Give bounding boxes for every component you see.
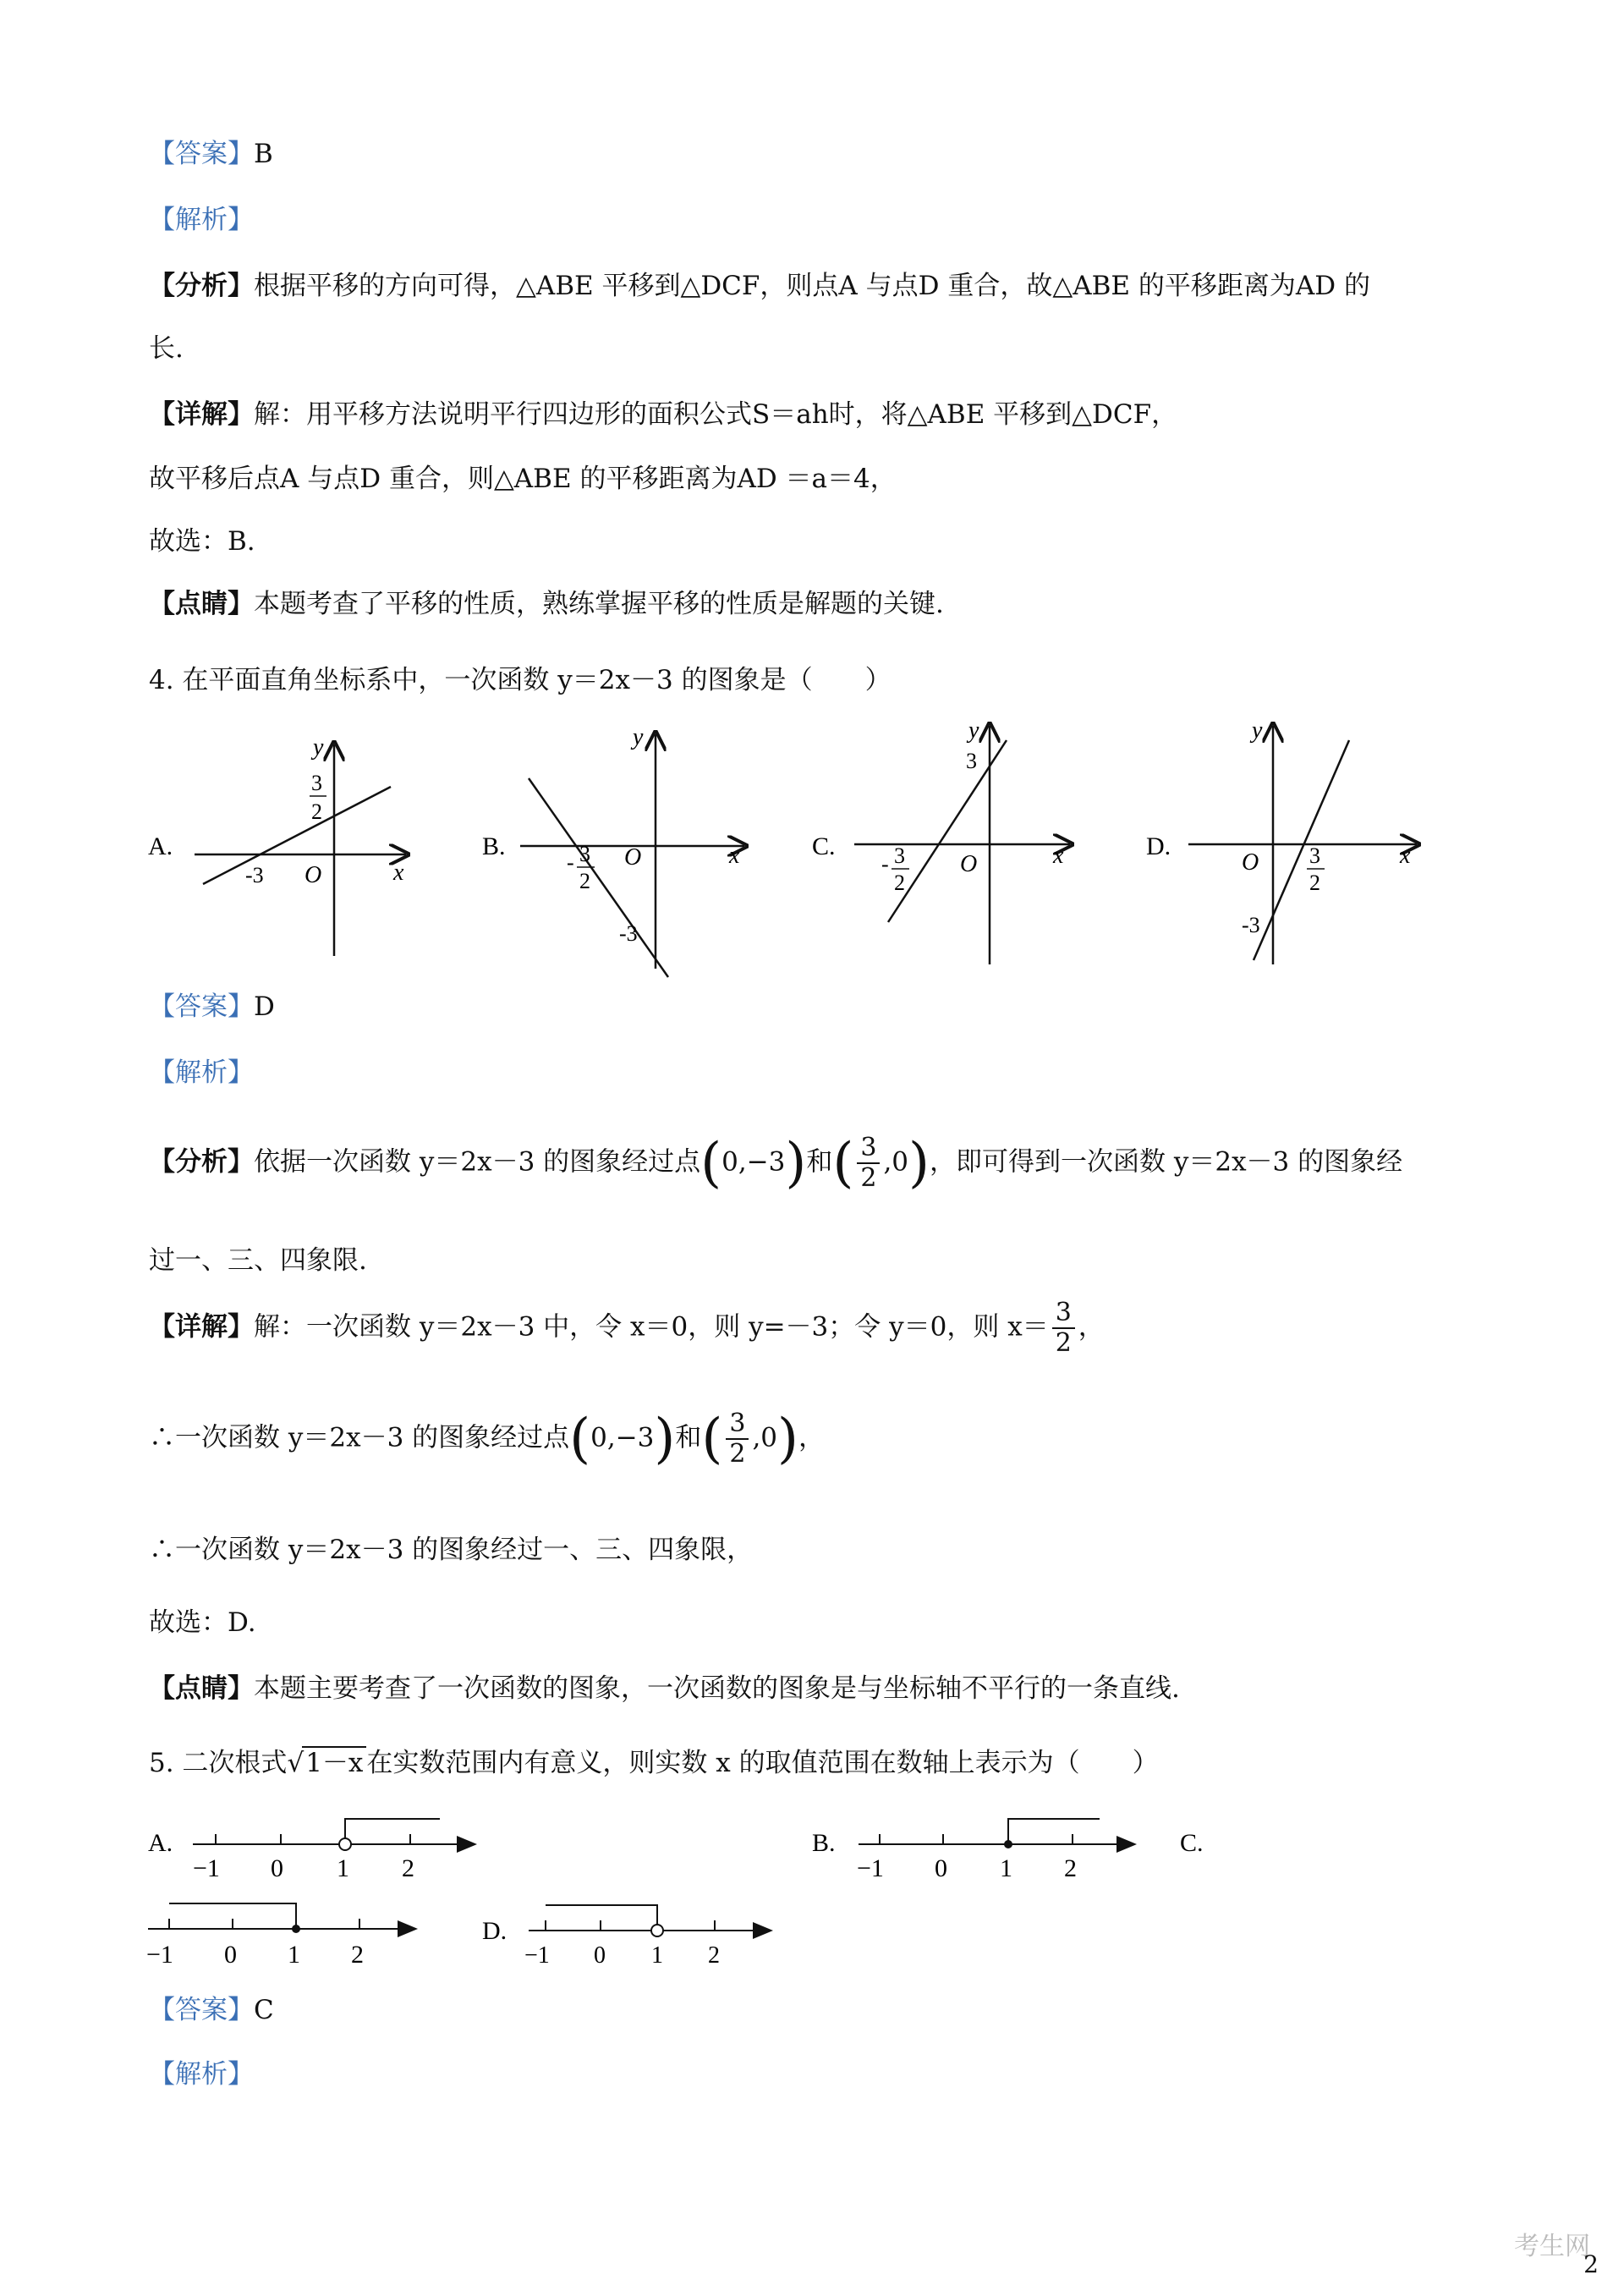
- q3-choose: [149, 523, 255, 560]
- answer-tag: 【答案】: [149, 1995, 254, 2025]
- option-c-label: C.: [1180, 1829, 1204, 1857]
- graph-a: [148, 734, 406, 956]
- graph-a-origin: O: [304, 862, 322, 888]
- jiexi-tag: 【解析】: [149, 205, 254, 235]
- numline-b-label-neg1: −1: [857, 1854, 884, 1882]
- therefore-text-1: ∴一次函数 y＝2x－3 的图象经过点: [149, 1422, 570, 1453]
- q4-dianjing: [149, 1670, 1180, 1707]
- dianjing-tag: 【点睛】: [149, 589, 254, 619]
- q3-answer-line: [149, 135, 273, 173]
- numline-d-open-point: [651, 1925, 663, 1936]
- numline-b-range-bracket: [1008, 1819, 1100, 1844]
- q3-line2: [149, 460, 897, 497]
- graph-b-neg-sign: -: [567, 850, 574, 875]
- fraction-3-2: [1052, 1299, 1075, 1358]
- graph-d-origin: O: [1242, 849, 1259, 876]
- numline-a-label-neg1: −1: [193, 1854, 220, 1882]
- q4-fenxi: [149, 1134, 1402, 1193]
- point-1: 0,−3: [721, 1146, 786, 1178]
- dianjing-text: 本题主要考查了一次函数的图象，一次函数的图象是与坐标轴不平行的一条直线.: [254, 1673, 1180, 1704]
- xiangjie-tag: 【详解】: [149, 1311, 254, 1343]
- jiexi-tag: 【解析】: [149, 2059, 254, 2090]
- graph-d: [1146, 719, 1417, 964]
- fraction-3-2: [857, 1134, 880, 1193]
- q5-jiexi: [149, 2056, 254, 2093]
- numline-b-closed-point: [1004, 1840, 1012, 1848]
- graph-b-frac-num: 3: [579, 842, 590, 866]
- paren-right: ): [654, 1408, 676, 1470]
- graph-b: [482, 724, 744, 977]
- option-a-label: A.: [148, 1829, 173, 1857]
- graph-c-neg-sign: -: [881, 852, 889, 876]
- graph-c-frac-den: 2: [894, 871, 905, 895]
- numline-b-label-1: 1: [1000, 1854, 1012, 1882]
- graph-d-neg3: -3: [1242, 913, 1260, 937]
- graph-a-neg3: -3: [245, 863, 264, 887]
- numline-a-label-1: 1: [337, 1854, 349, 1882]
- numline-b: [812, 1819, 1204, 1882]
- graph-b-frac-den: 2: [579, 869, 590, 893]
- graph-b-y-label: y: [633, 724, 644, 750]
- he-text: 和: [675, 1422, 702, 1453]
- numline-a-label-2: 2: [402, 1854, 414, 1882]
- dianjing-text: 本题考查了平移的性质，熟练掌握平移的性质是解题的关键.: [254, 589, 944, 619]
- graph-d-y-label: y: [1252, 719, 1263, 744]
- q3-fenxi-cont: [149, 330, 184, 367]
- fenxi-text: 根据平移的方向可得，△ABE 平移到△DCF，则点A 与点D 重合，故△ABE 的平移距离为AD 的: [254, 271, 1370, 301]
- frac-den: 2: [729, 1439, 746, 1469]
- graph-d-x-label: x: [1400, 843, 1411, 869]
- comma: ，: [1078, 1311, 1105, 1343]
- graph-b-x-label: x: [729, 843, 740, 869]
- graph-c-x-label: x: [1053, 843, 1064, 869]
- numline-c-closed-point: [292, 1925, 300, 1933]
- q5-stem-a: 5. 二次根式: [149, 1748, 288, 1778]
- dianjing-tag: 【点睛】: [149, 1673, 254, 1704]
- point-2-tail: ,0: [883, 1146, 909, 1178]
- numline-c-label-neg1: −1: [146, 1941, 173, 1969]
- option-b-label: B.: [482, 832, 506, 860]
- frac-den: 2: [860, 1163, 877, 1193]
- fenxi-text-a: 依据一次函数 y＝2x－3 的图象经过点: [254, 1146, 701, 1178]
- numline-c-label-1: 1: [288, 1941, 300, 1969]
- paren-right-2: ): [777, 1408, 798, 1470]
- frac-num: 3: [857, 1134, 880, 1164]
- graph-c-three: 3: [966, 749, 977, 773]
- xiangjie-tag: 【详解】: [149, 399, 254, 430]
- paren-right: ): [785, 1132, 807, 1195]
- option-d-label: D.: [482, 1917, 508, 1945]
- q4-stem-text: 4. 在平面直角坐标系中，一次函数 y＝2x－3 的图象是（ ）: [149, 665, 892, 695]
- graph-a-y-label: y: [313, 734, 324, 761]
- xiangjie-line2: 故平移后点A 与点D 重合，则△ABE 的平移距离为AD ＝a＝4，: [149, 464, 897, 494]
- q4-answer-line: [149, 988, 275, 1025]
- point-1: 0,−3: [590, 1422, 655, 1453]
- fraction-3-2: [726, 1409, 749, 1469]
- fenxi-text-b: ，即可得到一次函数 y＝2x－3 的图象经: [929, 1146, 1403, 1178]
- numline-b-label-2: 2: [1064, 1854, 1077, 1882]
- xiangjie-text-a: 解：一次函数 y＝2x－3 中，令 x＝0，则 y=－3；令 y＝0，则 x＝: [254, 1311, 1049, 1343]
- answer-value: C: [254, 1995, 274, 2025]
- answer-tag: 【答案】: [149, 991, 254, 1022]
- numline-b-label-0: 0: [935, 1854, 947, 1882]
- frac-den: 2: [1055, 1328, 1072, 1358]
- graph-c: [812, 719, 1070, 964]
- numline-a-label-0: 0: [271, 1854, 283, 1882]
- numline-d-label-0: 0: [594, 1942, 606, 1969]
- xiangjie-text: 解：用平移方法说明平行四边形的面积公式S＝ah时，将△ABE 平移到△DCF，: [254, 399, 1178, 430]
- q3-jiexi: [149, 201, 254, 239]
- numline-d: [482, 1905, 770, 1969]
- numline-c-label-2: 2: [351, 1941, 364, 1969]
- q4-stem: [149, 662, 892, 699]
- q5-stem-b: 在实数范围内有意义，则实数 x 的取值范围在数轴上表示为（ ）: [366, 1748, 1159, 1778]
- paren-left-2: (: [832, 1132, 854, 1195]
- graph-b-origin: O: [624, 844, 642, 871]
- numline-d-label-neg1: −1: [524, 1942, 550, 1969]
- option-d-label: D.: [1146, 832, 1171, 860]
- q5-answer-line: [149, 1991, 274, 2029]
- numline-c-label-0: 0: [224, 1941, 237, 1969]
- graph-a-frac-num: 3: [311, 771, 322, 795]
- page-number: 2: [1583, 2250, 1599, 2278]
- he-text: 和: [806, 1146, 833, 1178]
- answer-tag: 【答案】: [149, 139, 254, 169]
- q3-xiangjie: [149, 396, 1177, 433]
- q4-therefore-2: [149, 1531, 753, 1568]
- jiexi-tag: 【解析】: [149, 1057, 254, 1088]
- graph-d-frac-den: 2: [1309, 871, 1320, 895]
- paren-left-2: (: [701, 1408, 723, 1470]
- graph-a-line: [203, 787, 391, 884]
- q4-xiangjie: [149, 1299, 1105, 1358]
- q4-jiexi: [149, 1054, 254, 1091]
- paren-left: (: [569, 1408, 591, 1470]
- numline-a-open-point: [339, 1838, 351, 1850]
- numline-d-label-2: 2: [708, 1942, 720, 1969]
- sqrt-sign: √: [287, 1748, 304, 1778]
- graph-a-x-label: x: [393, 860, 404, 886]
- radicand: 1－x: [302, 1746, 366, 1778]
- q4-therefore-1: [149, 1409, 825, 1469]
- numline-a-range-bracket: [345, 1819, 440, 1837]
- graph-a-frac-den: 2: [311, 799, 322, 824]
- q4-graphs: [144, 719, 1446, 990]
- choose-text: 故选：B.: [149, 526, 255, 557]
- option-c-label: C.: [812, 832, 836, 860]
- q5-stem: [149, 1744, 1159, 1782]
- graph-c-origin: O: [960, 851, 978, 877]
- paren-left: (: [700, 1132, 722, 1195]
- q3-dianjing: [149, 585, 944, 623]
- q3-fenxi: [149, 267, 1370, 305]
- option-a-label: A.: [148, 832, 173, 860]
- q4-choose: [149, 1604, 256, 1641]
- option-b-label: B.: [812, 1829, 836, 1857]
- fenxi-text-c: 过一、三、四象限.: [149, 1245, 367, 1276]
- watermark-logo: 考生网: [1514, 2232, 1590, 2261]
- frac-num: 3: [1052, 1299, 1075, 1329]
- point-2-tail: ,0: [752, 1422, 778, 1453]
- graph-b-line: [529, 778, 668, 977]
- q4-fenxi-cont: [149, 1242, 367, 1279]
- choose-text: 故选：D.: [149, 1607, 256, 1638]
- graph-c-frac-num: 3: [894, 843, 905, 868]
- therefore-text-2: ∴一次函数 y＝2x－3 的图象经过一、三、四象限，: [149, 1535, 754, 1565]
- q5-number-lines: [144, 1802, 1497, 1988]
- fenxi-tag: 【分析】: [149, 271, 254, 301]
- graph-b-neg3: -3: [619, 921, 638, 946]
- fenxi-text-2: 长.: [149, 333, 184, 364]
- numline-a: [148, 1819, 474, 1882]
- fenxi-tag: 【分析】: [149, 1146, 254, 1178]
- paren-right-2: ): [908, 1132, 930, 1195]
- comma: ，: [798, 1422, 825, 1453]
- frac-num: 3: [726, 1409, 749, 1440]
- numline-d-label-1: 1: [651, 1942, 663, 1969]
- graph-c-y-label: y: [968, 719, 979, 744]
- graph-d-line: [1254, 740, 1349, 960]
- graph-d-frac-num: 3: [1309, 843, 1320, 868]
- answer-value: D: [254, 991, 275, 1022]
- numline-c: [146, 1903, 414, 1969]
- answer-value: B: [254, 139, 273, 169]
